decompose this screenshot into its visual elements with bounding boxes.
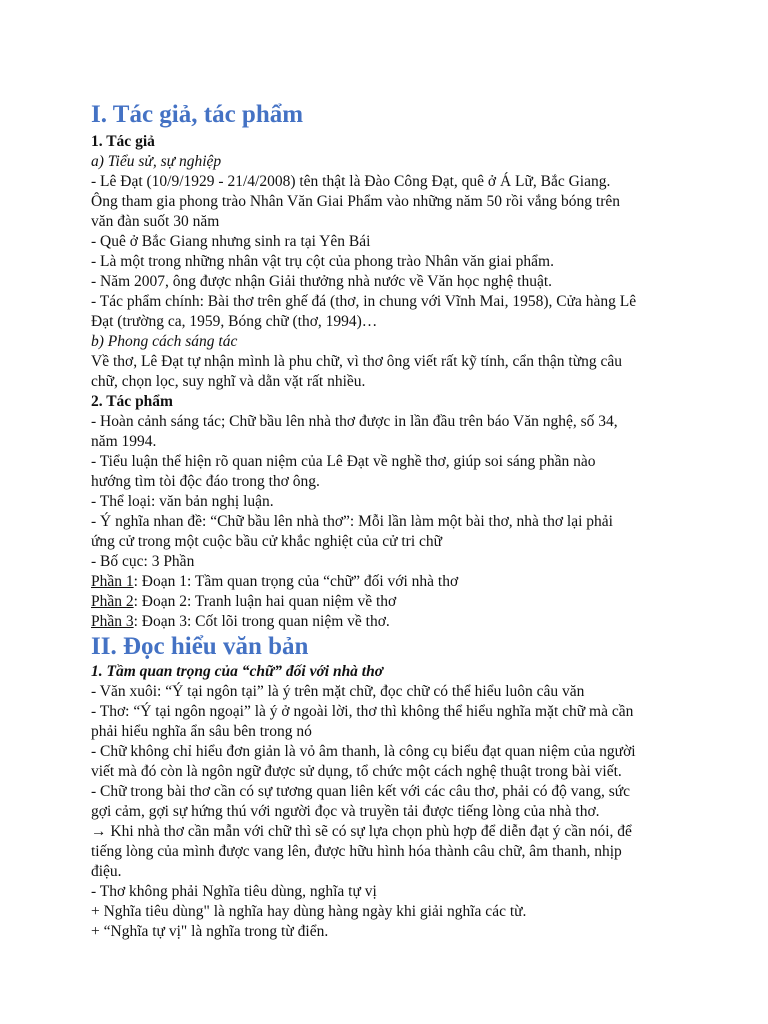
paragraph-line: văn đàn suốt 30 năm — [91, 213, 220, 230]
paragraph-line: - Chữ không chỉ hiểu đơn giản là vỏ âm thanh, là công cụ biểu đạt quan niệm của người — [91, 743, 636, 760]
paragraph-line: - Tiểu luận thể hiện rõ quan niệm của Lê Đạt về nghề thơ, giúp soi sáng phần nào — [91, 453, 596, 470]
paragraph-line: phải hiểu nghĩa ẩn sâu bên trong nó — [91, 723, 312, 740]
biography-heading: a) Tiểu sử, sự nghiệp — [91, 153, 222, 170]
part-line — [91, 572, 691, 592]
paragraph-line: Đạt (trường ca, 1959, Bóng chữ (thơ, 1994)… — [91, 313, 378, 330]
paragraph-line: điệu. — [91, 863, 122, 880]
part-text: : Đoạn 2: Tranh luận hai quan niệm về thơ — [133, 593, 397, 610]
part-label: Phần 1 — [91, 573, 134, 590]
paragraph-line: - Tác phẩm chính: Bài thơ trên ghế đá (thơ, in chung với Vĩnh Mai, 1958), Cửa hàng Lê — [91, 293, 637, 310]
paragraph-line: - Quê ở Bắc Giang nhưng sinh ra tại Yên Bái — [91, 233, 371, 250]
paragraph-line: - Thơ không phải Nghĩa tiêu dùng, nghĩa tự vị — [91, 883, 377, 900]
style-heading: b) Phong cách sáng tác — [91, 333, 238, 350]
paragraph-line: - Năm 2007, ông được nhận Giải thưởng nhà nước về Văn học nghệ thuật. — [91, 273, 553, 290]
subsection-work-heading: 2. Tác phẩm — [91, 393, 173, 410]
paragraph-line: chữ, chọn lọc, suy nghĩ và dằn vặt rất nhiều. — [91, 373, 366, 390]
paragraph-line: - Chữ trong bài thơ cần có sự tương quan liên kết với các câu thơ, phải có độ vang, sức — [91, 783, 631, 800]
part-line — [91, 592, 691, 612]
part-label: Phần 3 — [91, 613, 134, 630]
subsection-importance-heading: 1. Tầm quan trọng của “chữ” đối với nhà thơ — [91, 663, 384, 680]
subsection-author-heading: 1. Tác giả — [91, 133, 155, 150]
paragraph-line: - Ý nghĩa nhan đề: “Chữ bầu lên nhà thơ”: Mỗi lần làm một bài thơ, nhà thơ lại phải — [91, 513, 613, 530]
paragraph-line: - Thể loại: văn bản nghị luận. — [91, 493, 274, 510]
paragraph-line: - Văn xuôi: “Ý tại ngôn tại” là ý trên mặt chữ, đọc chữ có thể hiểu luôn câu văn — [91, 683, 585, 700]
part-line — [91, 612, 691, 632]
paragraph-line: Về thơ, Lê Đạt tự nhận mình là phu chữ, vì thơ ông viết rất kỹ tính, cẩn thận từng câu — [91, 353, 623, 370]
section-1-heading: I. Tác giả, tác phẩm — [91, 101, 304, 128]
paragraph-line: + Nghĩa tiêu dùng" là nghĩa hay dùng hàng ngày khi giải nghĩa các từ. — [91, 903, 527, 920]
paragraph-line: ứng cử trong một cuộc bầu cử khắc nghiệt của cử tri chữ — [91, 533, 443, 550]
paragraph-line: - Là một trong những nhân vật trụ cột của phong trào Nhân văn giai phẩm. — [91, 253, 554, 270]
paragraph-line: năm 1994. — [91, 433, 157, 450]
part-text: : Đoạn 3: Cốt lõi trong quan niệm về thơ. — [133, 613, 390, 630]
paragraph-line: hướng tìm tòi độc đáo trong thơ ông. — [91, 473, 320, 490]
paragraph-line: - Bố cục: 3 Phần — [91, 553, 195, 570]
document-content — [91, 100, 691, 942]
paragraph-line: gợi cảm, gợi sự hứng thú với người đọc và truyền tải được tiếng lòng của nhà thơ. — [91, 803, 600, 820]
section-2-heading: II. Đọc hiểu văn bản — [91, 633, 309, 660]
paragraph-line: → Khi nhà thơ cần mẫn với chữ thì sẽ có sự lựa chọn phù hợp để diễn đạt ý cần nói, để — [91, 823, 632, 840]
paragraph-line: + “Nghĩa tự vị" là nghĩa trong từ điển. — [91, 923, 329, 940]
paragraph-line: - Lê Đạt (10/9/1929 - 21/4/2008) tên thật là Đào Công Đạt, quê ở Á Lữ, Bắc Giang. — [91, 173, 611, 190]
paragraph-line: - Thơ: “Ý tại ngôn ngoại” là ý ở ngoài lời, thơ thì không thể hiểu nghĩa mặt chữ mà cần — [91, 703, 634, 720]
paragraph-line: - Hoàn cảnh sáng tác; Chữ bầu lên nhà thơ được in lần đầu trên báo Văn nghệ, số 34, — [91, 413, 618, 430]
paragraph-line: viết mà đó còn là ngôn ngữ được sử dụng, tổ chức một cách nghệ thuật trong bài viết. — [91, 763, 622, 780]
part-label: Phần 2 — [91, 593, 134, 610]
part-text: : Đoạn 1: Tầm quan trọng của “chữ” đối với nhà thơ — [133, 573, 459, 590]
paragraph-line: tiếng lòng của mình được vang lên, được hữu hình hóa thành câu chữ, âm thanh, nhịp — [91, 843, 622, 860]
paragraph-line: Ông tham gia phong trào Nhân Văn Giai Phẩm vào những năm 50 rồi vắng bóng trên — [91, 193, 620, 210]
